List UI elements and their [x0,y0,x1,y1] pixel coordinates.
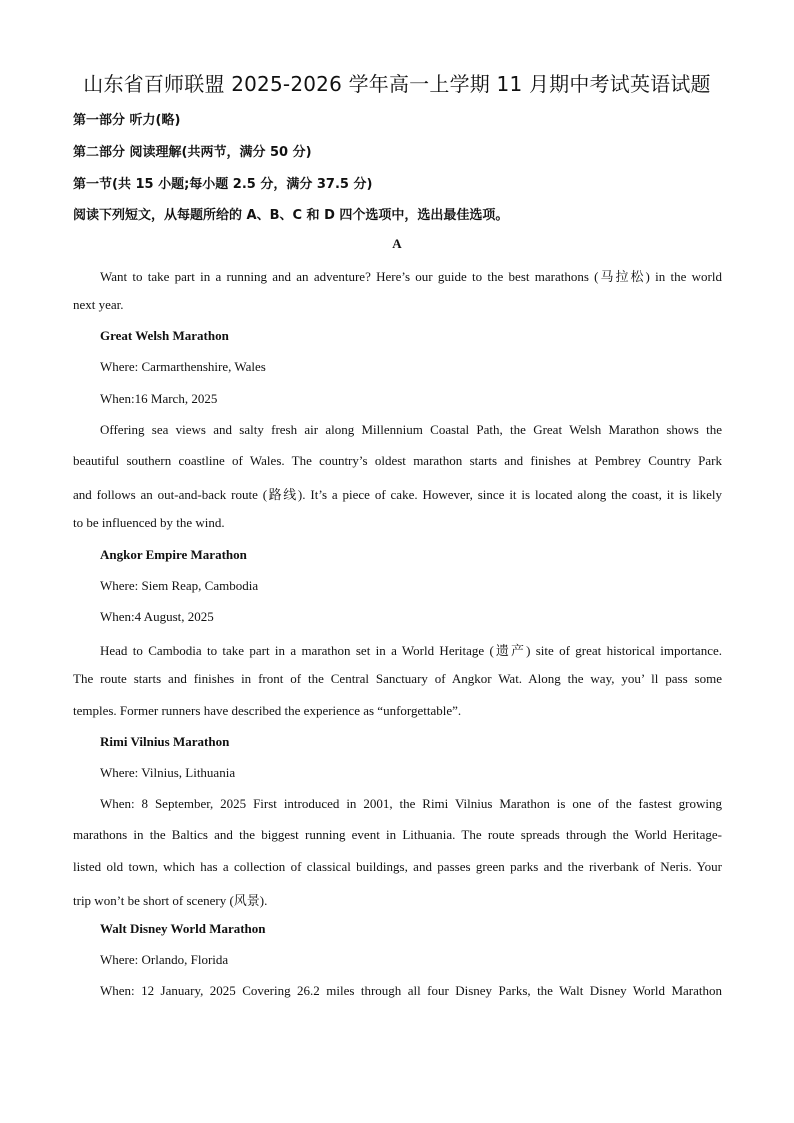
marathon-when: When:4 August, 2025 [100,609,214,624]
section1-heading: 第一节(共 15 小题;每小题 2.5 分，满分 37.5 分) [73,177,373,192]
marathon-where: Where: Carmarthenshire, Wales [100,359,266,374]
marathon-where: Where: Orlando, Florida [100,952,229,967]
marathon-text-line: and follows an out-and-back route (路线). It’s a piece of cake. However, since it is located along the coast, it is likely [73,487,722,502]
document-title: 山东省百师联盟 2025-2026 学年高一上学期 11 月期中考试英语试题 [83,72,711,96]
marathon-text-line: beautiful southern coastline of Wales. The country’s oldest marathon starts and finishes at Pembrey Country Park [73,453,722,468]
marathon-name: Great Welsh Marathon [100,328,229,343]
marathon-where: Where: Vilnius, Lithuania [100,765,236,780]
marathon-text-line: to be influenced by the wind. [73,515,225,530]
marathon-when: When:16 March, 2025 [100,391,218,406]
part2-heading: 第二部分 阅读理解(共两节，满分 50 分) [73,145,312,160]
marathon-text-line: Offering sea views and salty fresh air along Millennium Coastal Path, the Great Welsh Marathon shows the [100,422,722,437]
passage-label: A [392,236,402,251]
instruction-text: 阅读下列短文，从每题所给的 A、B、C 和 D 四个选项中，选出最佳选项。 [73,208,509,223]
marathon-name: Rimi Vilnius Marathon [100,734,230,749]
marathon-text-line: Head to Cambodia to take part in a marathon set in a World Heritage (遗产) site of great historical importance. [100,643,722,658]
marathon-text-line: marathons in the Baltics and the biggest running event in Lithuania. The route spreads through the World Heritage- [73,827,722,842]
marathon-name: Walt Disney World Marathon [100,921,266,936]
intro-line-2: next year. [73,297,124,312]
marathon-where: Where: Siem Reap, Cambodia [100,578,259,593]
intro-line-1: Want to take part in a running and an adventure? Here’s our guide to the best marathons (马拉松) in the world [100,269,722,284]
marathon-text-line: trip won’t be short of scenery (风景). [73,893,268,908]
marathon-name: Angkor Empire Marathon [100,547,247,562]
part1-heading: 第一部分 听力(略) [73,113,181,128]
marathon-text-line: When: 12 January, 2025 Covering 26.2 miles through all four Disney Parks, the Walt Disney World Marathon [100,983,722,998]
marathon-text-line: The route starts and finishes in front of the Central Sanctuary of Angkor Wat. Along the way, you’ ll pass some [73,671,722,686]
marathon-text-line: listed old town, which has a collection of classical buildings, and passes green parks and the riverbank of Neris. Your [73,859,722,874]
marathon-text-line: temples. Former runners have described the experience as “unforgettable”. [73,703,462,718]
marathon-text-line: When: 8 September, 2025 First introduced in 2001, the Rimi Vilnius Marathon is one of the fastest growing [100,796,722,811]
